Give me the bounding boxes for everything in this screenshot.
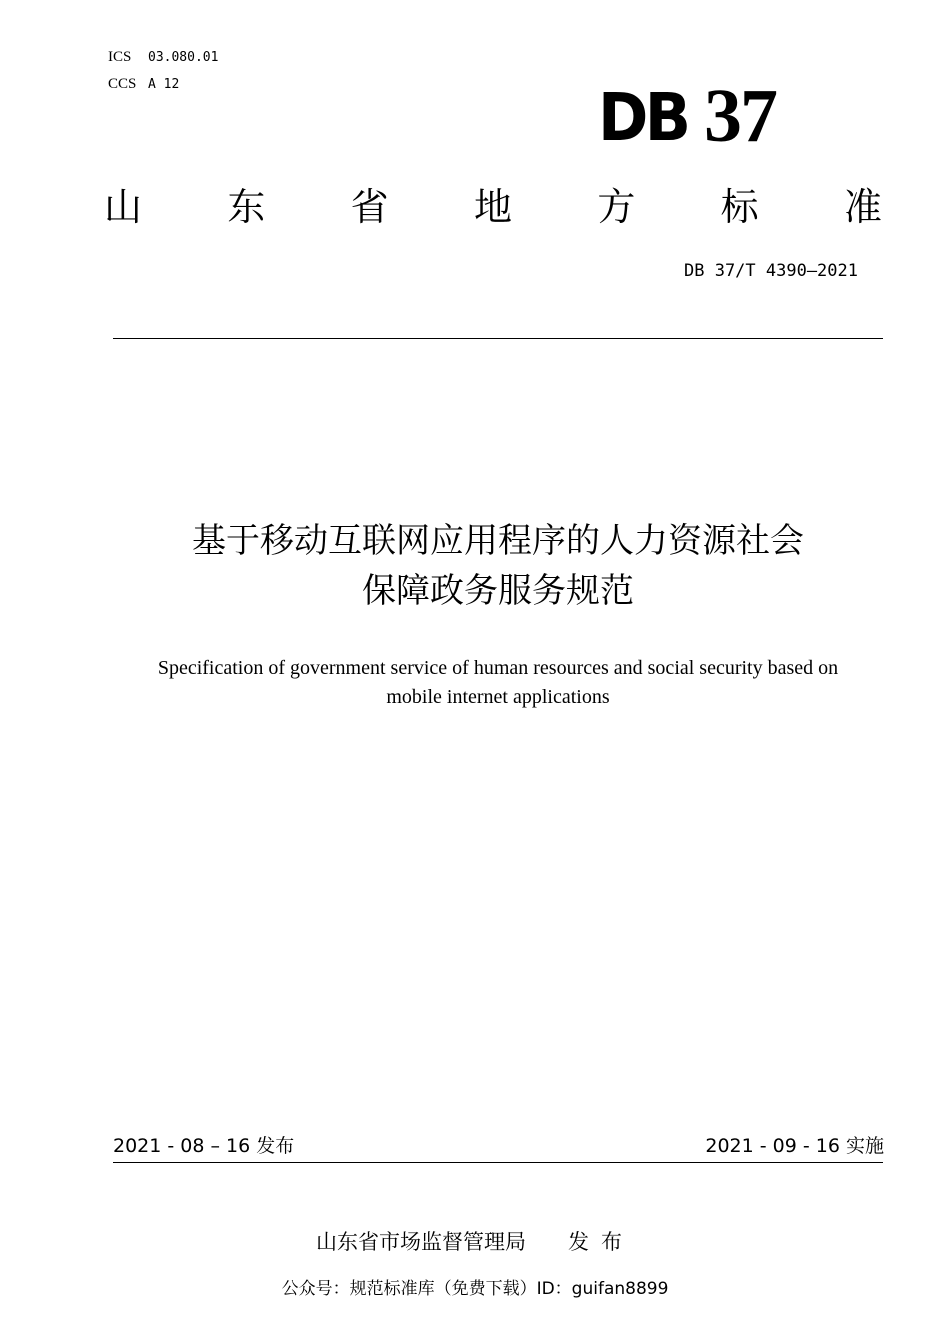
ccs-value: A 12 <box>148 77 180 92</box>
standard-number: DB 37/T 4390—2021 <box>684 261 858 281</box>
chinese-title-line-2: 保障政务服务规范 <box>362 571 634 611</box>
classification-codes <box>108 44 218 98</box>
heading-char: 山 <box>104 185 143 229</box>
implementation-date: 2021 - 09 - 16 实施 <box>705 1135 884 1157</box>
ics-value: 03.080.01 <box>148 50 219 65</box>
chinese-title-line-1: 基于移动互联网应用程序的人力资源社会 <box>192 521 804 561</box>
heading-char: 标 <box>720 185 759 229</box>
province-standard-heading <box>104 180 882 234</box>
issuer-line <box>0 1226 950 1258</box>
issuer-action: 发布 <box>568 1230 634 1254</box>
english-title-line-2: mobile internet applications <box>386 686 610 708</box>
footer-note: 公众号：规范标准库（免费下载）ID：guifan8899 <box>281 1279 669 1299</box>
english-title-line-1: Specification of government service of human resources and social security based on <box>157 657 839 679</box>
heading-char: 地 <box>473 185 512 229</box>
english-title <box>100 654 896 712</box>
heading-char: 省 <box>350 185 389 229</box>
bottom-divider <box>113 1162 883 1163</box>
issuer-name: 山东省市场监督管理局 <box>316 1230 526 1254</box>
logo-number: 37 <box>704 74 776 158</box>
top-divider <box>113 338 883 339</box>
issue-date: 2021 - 08 – 16 发布 <box>113 1135 295 1157</box>
ics-row <box>108 44 218 71</box>
heading-char: 准 <box>843 185 882 229</box>
heading-char: 方 <box>597 185 636 229</box>
chinese-title <box>60 516 936 616</box>
ccs-row <box>108 71 218 98</box>
ics-label: ICS <box>108 49 132 65</box>
heading-char: 东 <box>227 185 266 229</box>
logo-db-text: DB <box>598 79 688 156</box>
db37-logo <box>598 74 810 158</box>
ccs-label: CCS <box>108 76 137 92</box>
